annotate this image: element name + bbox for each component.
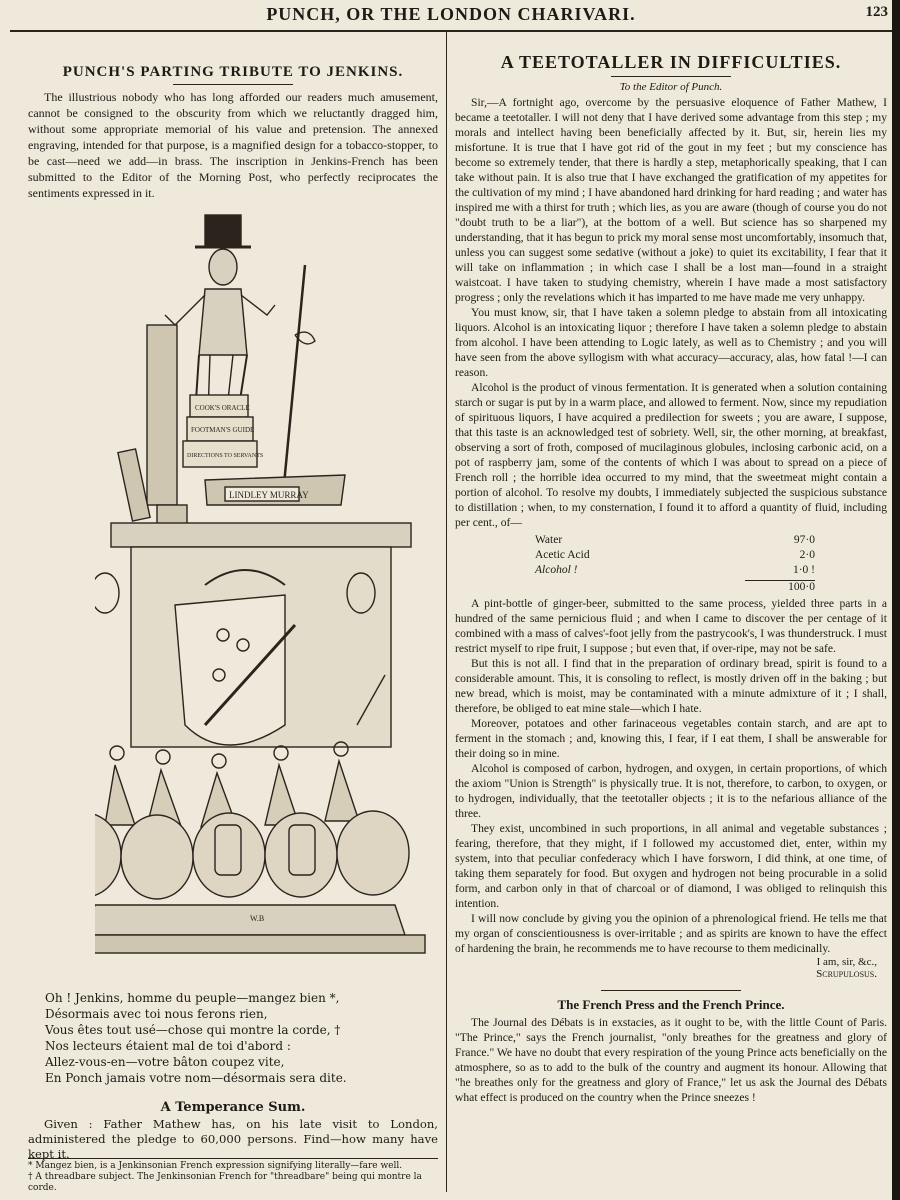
table-cell-value: 97·0 xyxy=(793,534,815,546)
verse-line: Oh ! Jenkins, homme du peuple—mangez bien *, xyxy=(45,991,340,1005)
book-title-3: DIRECTIONS TO SERVANTS xyxy=(187,453,264,459)
temperance-text: Given : Father Mathew has, on his late visit to London, administered the pledge to 60,000 persons. Find—how many have kept it. xyxy=(28,1117,438,1161)
title-rule xyxy=(173,84,293,85)
footnotes xyxy=(28,1158,438,1194)
paragraph: You must know, sir, that I have taken a solemn pledge to abstain from all intoxicating liquors. Alcohol is an intoxicating liquor ; therefore I have taken a solemn pledge to abstain from alcohol. I have been attending to Logic lately, as well as to Chemistry ; and you will have seen from the above syllogism with what accuracy—accuracy, alas, how fatal !—I can reason. xyxy=(455,306,887,379)
temperance-sum xyxy=(28,1100,438,1162)
book-title-2: FOOTMAN'S GUIDE xyxy=(191,426,255,434)
paragraph: But this is not all. I find that in the preparation of ordinary bread, spirit is found to a considerable amount. This, it is consoling to reflect, is mostly driven off in the baking ; but new bread, which is moist, may be contaminated with a minute admixture of it ; I shall, therefore, be obliged to eat mine stale—which I hate. xyxy=(455,657,887,715)
signature: Scrupulosus. xyxy=(816,968,877,980)
paragraph: They exist, uncombined in such proportions, in all animal and vegetable substances ; fearing, therefore, that they might, if I followed my accustomed diet, enter, within my system, into that peculiar confederacy which I have forsworn, I did think, at one time, of taking them separately for food. But oxygen and hydrogen not being procurable in a solid form, and carbon only in that of charcoal or of diamond, I was obliged to relinquish this intention. xyxy=(455,822,887,910)
verse-line: Nos lecteurs étaient mal de toi d'abord : xyxy=(45,1039,291,1053)
page-number: 123 xyxy=(865,4,888,20)
article-title-jenkins: PUNCH'S PARTING TRIBUTE TO JENKINS. xyxy=(62,64,404,80)
footnote: * Mangez bien, is a Jenkinsonian French expression signifying literally—fare well. xyxy=(28,1161,403,1171)
table-row xyxy=(535,548,815,563)
paragraph: Moreover, potatoes and other farinaceous vegetables contain starch, and are apt to ferment in the stomach ; and, knowing this, I fear, if I eat them, I shall be answerable for their doing so in mine. xyxy=(455,717,887,760)
table-cell-name: Acetic Acid xyxy=(535,549,590,561)
book-title-1: COOK'S ORACLE xyxy=(195,404,250,412)
table-row xyxy=(535,533,815,548)
masthead: PUNCH, OR THE LONDON CHARIVARI. xyxy=(266,4,636,24)
page-edge-shadow xyxy=(892,0,900,1200)
paragraph: A pint-bottle of ginger-beer, submitted to the same process, yielded three parts in a hundred of the same pernicious fluid ; and when I came to discover the per centage of it combined with a mass of calves'-foot jelly from the pastrycook's, I was thunderstruck. I must restrict myself to ripe fruit, I suppose ; but even that, if over-ripe, may not be safe. xyxy=(455,597,887,655)
artist-monogram: W.B xyxy=(250,914,265,923)
jenkins-verse xyxy=(45,990,435,1086)
title-rule xyxy=(611,76,731,77)
table-cell-value: 1·0 ! xyxy=(792,564,815,576)
paragraph: Alcohol is composed of carbon, hydrogen, and oxygen, in certain proportions, of which the axiom "Union is Strength" is physically true. It is not, therefore, to carbon, to oxygen, or to hydrogen, individually, that the teetotaller objects ; it is to the nefarious alliance of the three. xyxy=(455,762,887,820)
temperance-title: A Temperance Sum. xyxy=(160,1100,306,1115)
signoff: I am, sir, &c., xyxy=(816,956,877,968)
right-column xyxy=(455,34,887,1105)
french-press-text: The Journal des Débats is in exstacies, as it ought to be, with the little Count of Paris. "The Prince," says the French journalist, "only breathes for the greatness and glory of France." We have no doubt that every respiration of the young Prince acts beneficially on the atmosphere, so as to add to the bulk of the country and augment its honour. Allowing that "he breathes only for the greatness and glory of France," let us ask the Journal des Débats what effect is produced on the country when the Prince sneezes ! xyxy=(455,1016,887,1104)
french-press-title: The French Press and the French Prince. xyxy=(557,997,785,1012)
page-header xyxy=(10,0,892,32)
column-divider xyxy=(446,32,447,1192)
verse-line: Désormais avec toi nous ferons rien, xyxy=(45,1007,268,1021)
tobacco-stopper-engraving xyxy=(95,205,435,965)
paragraph: I will now conclude by giving you the opinion of a phrenological friend. He tells me that my organ of conscientiousness is over-irritable ; and as spirits are known to have the effect of hardening the brain, he recommends me to have recourse to them medicinally. xyxy=(455,912,887,955)
paragraph: Alcohol is the product of vinous fermentation. It is generated when a solution containing starch or sugar is put by in a warm place, and allowed to ferment. Now, since my repudiation of spirituous liquors, I have acquired a predilection for sweets ; you are aware, I suppose, that this taste is an acknowledged test of sobriety. Well, sir, the other morning, at breakfast, observing a sort of froth, composed of mucilaginous globules, inclosing carbonic acid, on a pot of raspberry jam, some of the contents of which I was about to spread on a piece of French roll ; the horrible idea occurred to my mind, that the sweetmeat might contain a portion of alcohol. To resolve my doubts, I immediately subjected the suspicious substance to distillation ; when, to my consternation, I found it to afford a quantity of fluid, including per cent., of— xyxy=(455,381,887,529)
plinth-inscription: LINDLEY MURRAY xyxy=(229,490,309,500)
article-title-teetotaller: A TEETOTALLER IN DIFFICULTIES. xyxy=(500,52,842,72)
salutation: To the Editor of Punch. xyxy=(619,81,723,93)
paragraph: Sir,—A fortnight ago, overcome by the persuasive eloquence of Father Mathew, I became a teetotaller. I will not deny that I have derived some advantage from this step ; my morals and intellect having been beneficially affected by it. But, sir, herein lies my misfortune. It is true that I have got rid of the gout in my feet ; but my conscience has become so extremely tender, that there is hardly a step, metaphorically speaking, that I can take without pain. It is also true that I have exchanged the gratification of my appetites for the cultivation of my mind ; I have abandoned hard drinking for hard reading ; and water has inspired me with a thirst for truth ; which lies, as you are aware (though of course you do not "doubt truth to be a liar"), at the bottom of a well. But science has so sharpened my understanding, that it has begun to prick my moral sense most uncomfortably, insomuch that, unless you can suggest some sedative (without a joke) to quiet its excitability, I fear that it will take on inflammation ; in which case I shall be a lost man—found in a straight waistcoat. I have taken to studying chemistry, wherein I have made a most satisfactory progress ; only the revelations which it has imparted to me have made me very unhappy. xyxy=(455,96,888,304)
table-total: 100·0 xyxy=(745,580,815,593)
verse-line: En Ponch jamais votre nom—désormais sera dite. xyxy=(45,1071,347,1085)
table-cell-name: Water xyxy=(535,534,563,546)
verse-line: Vous êtes tout usé—chose qui montre la corde, † xyxy=(45,1023,341,1037)
left-column xyxy=(28,34,438,201)
verse-line: Allez-vous-en—votre bâton coupez vite, xyxy=(45,1055,285,1069)
table-cell-name: Alcohol ! xyxy=(535,564,578,576)
jenkins-intro: The illustrious nobody who has long afforded our readers much amusement, cannot be consigned to the obscurity from which we reluctantly dragged him, without some appropriate memorial of his value and pretension. The annexed engraving, intended for that purpose, is a magnified design for a tobacco-stopper, to be cast—need we add—in brass. The inscription in Jenkins-French has been submitted to the Editor of the Morning Post, who perfectly reciprocates the sentiments expressed in it. xyxy=(28,90,438,200)
section-rule xyxy=(601,990,741,991)
table-cell-value: 2·0 xyxy=(799,549,815,561)
analysis-table xyxy=(535,533,815,593)
table-row xyxy=(535,563,815,578)
footnote: † A threadbare subject. The Jenkinsonian French for "threadbare" being qui montre la corde. xyxy=(28,1172,422,1193)
